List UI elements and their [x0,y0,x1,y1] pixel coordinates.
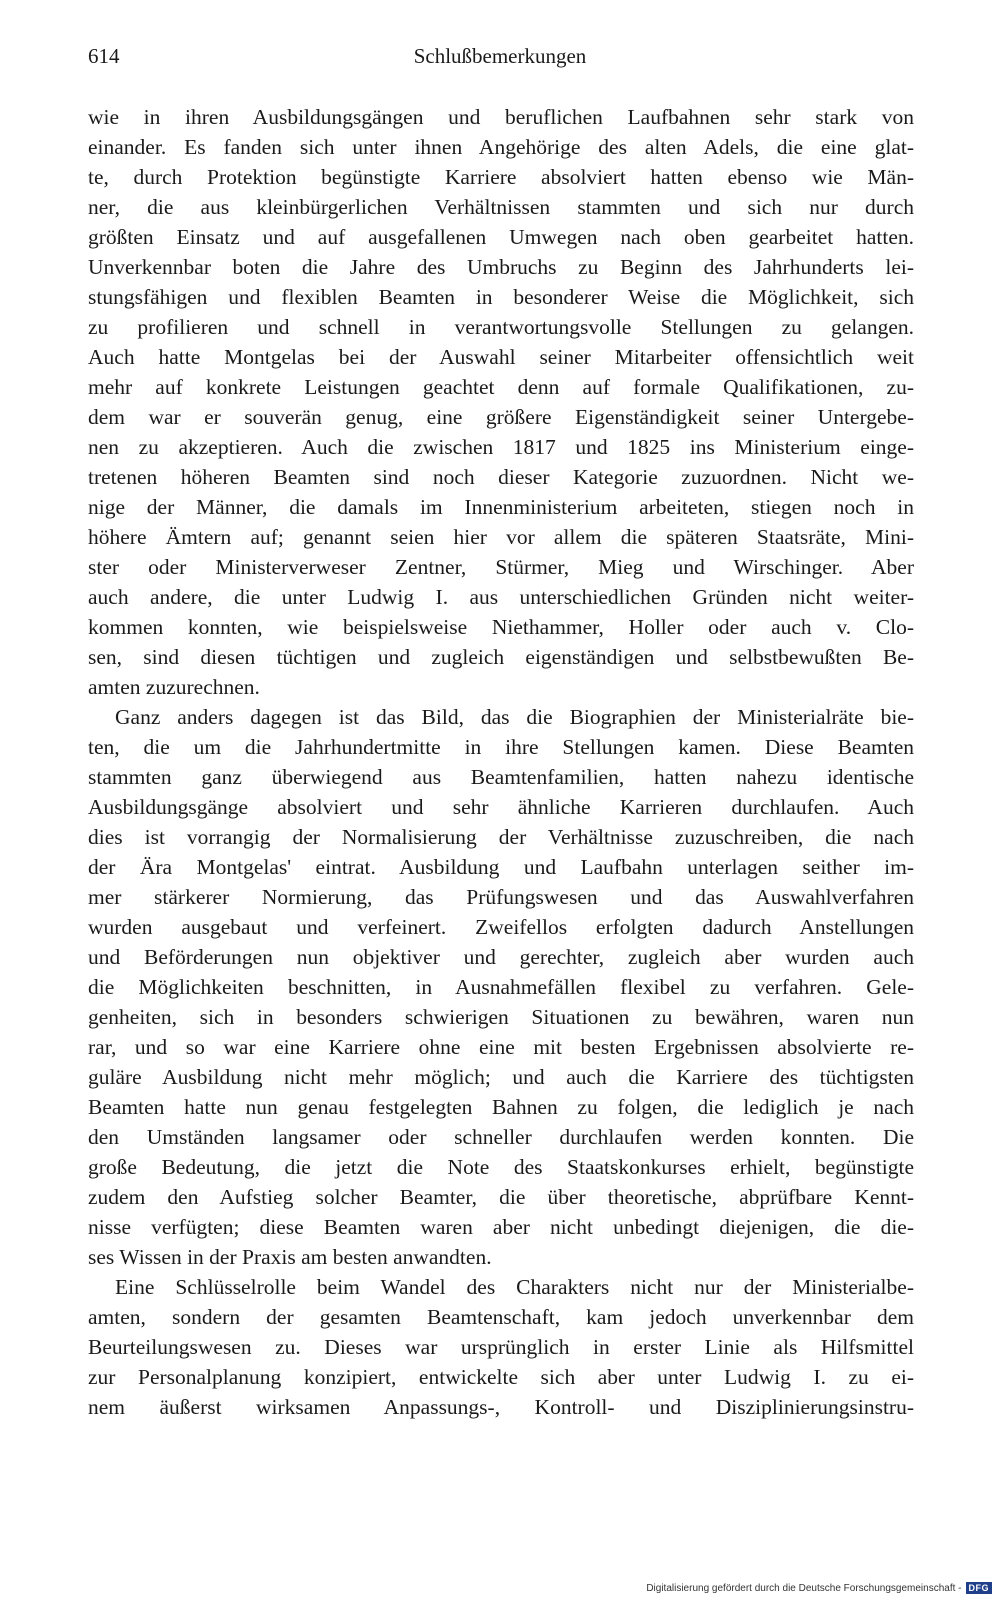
text-line: Eine Schlüsselrolle beim Wandel des Charakters nicht nur der Ministerialbe- [115,1275,914,1299]
text-line: dem war er souverän genug, eine größere Eigenständigkeit seiner Untergebe- [88,405,914,429]
text-line: Ausbildungsgänge absolviert und sehr ähnliche Karrieren durchlaufen. Auch [88,795,914,819]
text-line: zudem den Aufstieg solcher Beamter, die über theoretische, abprüfbare Kennt- [88,1185,914,1209]
text-line: Ganz anders dagegen ist das Bild, das die Biographien der Ministerialräte bie- [115,705,914,729]
text-line: genheiten, sich in besonders schwierigen Situationen zu bewähren, waren nun [88,1005,914,1029]
text-line: große Bedeutung, die jetzt die Note des Staatskonkurses erhielt, begünstigte [88,1155,914,1179]
body-text [88,102,914,1422]
text-line: wie in ihren Ausbildungsgängen und beruflichen Laufbahnen sehr stark von [88,105,914,129]
text-line: mer stärkerer Normierung, das Prüfungswesen und das Auswahlverfahren [88,885,914,909]
text-line: guläre Ausbildung nicht mehr möglich; und auch die Karriere des tüchtigsten [88,1065,914,1089]
text-line: zur Personalplanung konzipiert, entwickelte sich aber unter Ludwig I. zu ei- [88,1365,914,1389]
text-line: Unverkennbar boten die Jahre des Umbruchs zu Beginn des Jahrhunderts lei- [88,255,914,279]
text-line: amten, sondern der gesamten Beamtenschaft, kam jedoch unverkennbar dem [88,1305,914,1329]
text-line: rar, und so war eine Karriere ohne eine mit besten Ergebnissen absolvierte re- [88,1035,914,1059]
text-line: größten Einsatz und auf ausgefallenen Umwegen nach oben gearbeitet hatten. [88,225,914,249]
text-line: nen zu akzeptieren. Auch die zwischen 1817 und 1825 ins Ministerium einge- [88,435,914,459]
text-line: die Möglichkeiten beschnitten, in Ausnahmefällen flexibel zu verfahren. Gele- [88,975,914,999]
text-line: Beurteilungswesen zu. Dieses war ursprünglich in erster Linie als Hilfsmittel [88,1335,914,1359]
text-line: stungsfähigen und flexiblen Beamten in besonderer Weise die Möglichkeit, sich [88,285,914,309]
text-line: nem äußerst wirksamen Anpassungs-, Kontroll- und Disziplinierungsinstru- [88,1395,914,1419]
text-line: nisse verfügten; diese Beamten waren aber nicht unbedingt diejenigen, die die- [88,1215,914,1239]
paragraph-3 [88,1272,914,1422]
text-line: ner, die aus kleinbürgerlichen Verhältnissen stammten und sich nur durch [88,195,914,219]
paragraph-2 [88,702,914,1272]
text-line: nige der Männer, die damals im Innenministerium arbeiteten, stiegen noch in [88,495,914,519]
digitization-credit [646,1582,992,1594]
text-line: wurden ausgebaut und verfeinert. Zweifellos erfolgten dadurch Anstellungen [88,915,914,939]
text-line: zu profilieren und schnell in verantwortungsvolle Stellungen zu gelangen. [88,315,914,339]
text-line: te, durch Protektion begünstigte Karriere absolviert hatten ebenso wie Män- [88,165,914,189]
text-line: und Beförderungen nun objektiver und gerechter, zugleich aber wurden auch [88,945,914,969]
page-number: 614 [88,44,120,68]
text-line: tretenen höheren Beamten sind noch dieser Kategorie zuzuordnen. Nicht we- [88,465,914,489]
running-head: Schlußbemerkungen [413,44,587,68]
text-line: ten, die um die Jahrhundertmitte in ihre Stellungen kamen. Diese Beamten [88,735,914,759]
text-line: auch andere, die unter Ludwig I. aus unterschiedlichen Gründen nicht weiter- [88,585,914,609]
text-line: kommen konnten, wie beispielsweise Niethammer, Holler oder auch v. Clo- [88,615,914,639]
text-line: Beamten hatte nun genau festgelegten Bahnen zu folgen, die lediglich je nach [88,1095,914,1119]
text-line: mehr auf konkrete Leistungen geachtet denn auf formale Qualifikationen, zu- [88,375,914,399]
paragraph-1 [88,102,914,702]
text-line: sen, sind diesen tüchtigen und zugleich eigenständigen und selbstbewußten Be- [88,645,914,669]
text-line: ster oder Ministerverweser Zentner, Stürmer, Mieg und Wirschinger. Aber [88,555,914,579]
text-line: stammten ganz überwiegend aus Beamtenfamilien, hatten nahezu identische [88,765,914,789]
text-line: höhere Ämtern auf; genannt seien hier vor allem die späteren Staatsräte, Mini- [88,525,914,549]
text-line: Auch hatte Montgelas bei der Auswahl seiner Mitarbeiter offensichtlich weit [88,345,914,369]
text-line: einander. Es fanden sich unter ihnen Angehörige des alten Adels, die eine glat- [88,135,914,159]
dfg-logo: DFG [966,1582,993,1594]
text-line: der Ära Montgelas' eintrat. Ausbildung und Laufbahn unterlagen seither im- [88,855,914,879]
credit-text: Digitalisierung gefördert durch die Deutsche Forschungsgemeinschaft - [646,1582,962,1594]
text-line: den Umständen langsamer oder schneller durchlaufen werden konnten. Die [88,1125,914,1149]
text-line: dies ist vorrangig der Normalisierung der Verhältnisse zuzuschreiben, die nach [88,825,914,849]
text-line: ses Wissen in der Praxis am besten anwandten. [88,1245,492,1269]
text-line: amten zuzurechnen. [88,675,260,699]
